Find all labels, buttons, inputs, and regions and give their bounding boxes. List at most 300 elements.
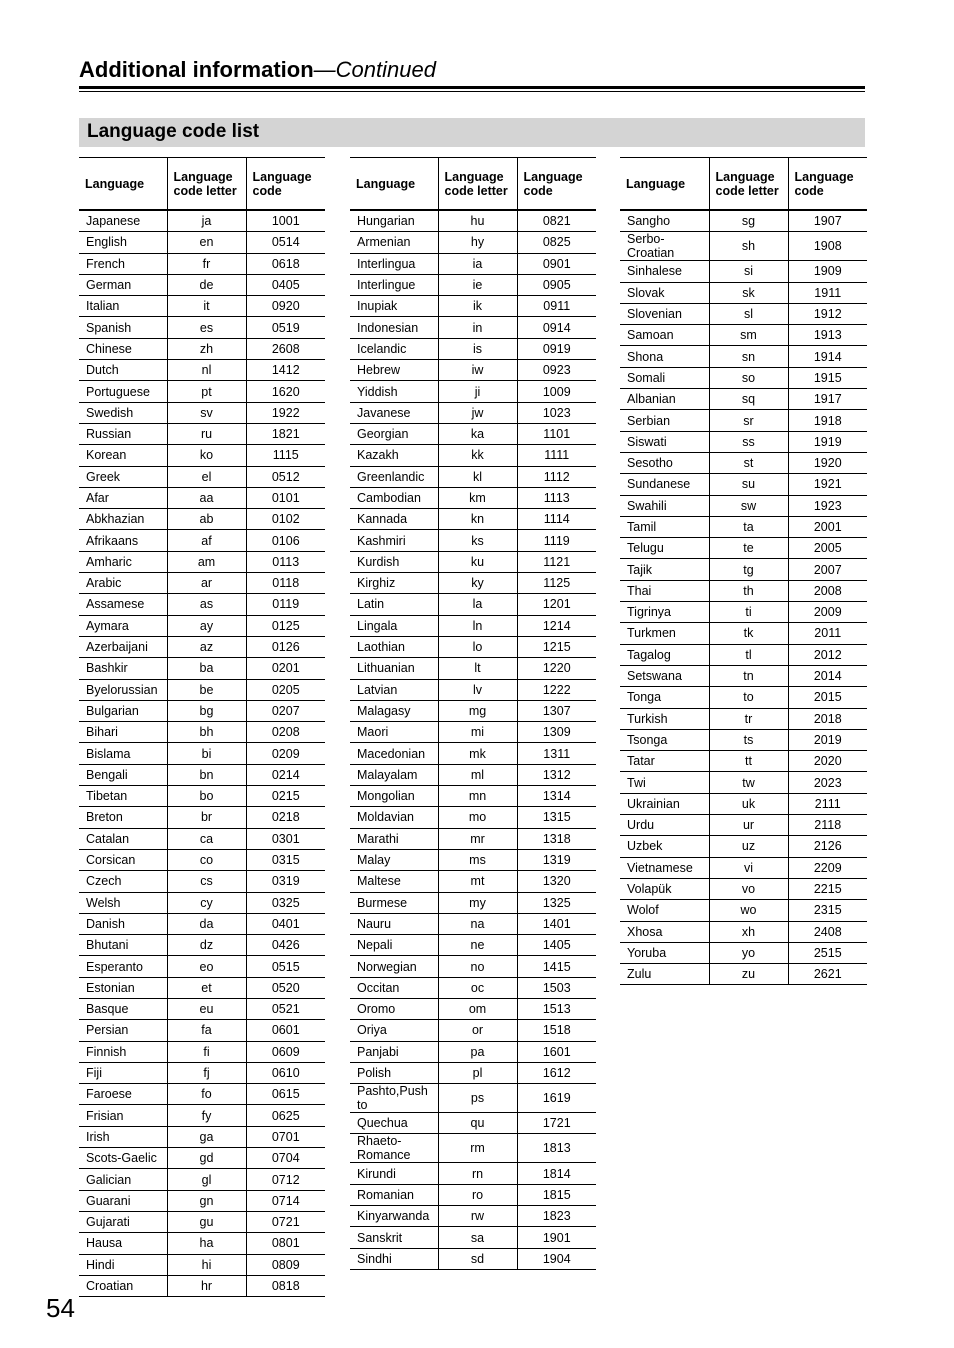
table-row xyxy=(350,849,596,870)
table-row xyxy=(79,871,325,892)
code-letter-cell: bn xyxy=(167,764,246,785)
code-letter-cell: sw xyxy=(709,495,788,516)
language-cell: Yiddish xyxy=(350,381,438,402)
code-cell: 0601 xyxy=(246,1020,325,1041)
code-cell: 1114 xyxy=(517,509,596,530)
code-cell: 1922 xyxy=(246,402,325,423)
language-cell: Kashmiri xyxy=(350,530,438,551)
table-row xyxy=(350,210,596,232)
table-row xyxy=(79,764,325,785)
table-row xyxy=(79,892,325,913)
code-letter-cell: ji xyxy=(438,381,517,402)
code-letter-cell: jw xyxy=(438,402,517,423)
language-cell: Tamil xyxy=(620,516,709,537)
code-cell: 0609 xyxy=(246,1041,325,1062)
table-row xyxy=(620,282,867,303)
code-letter-cell: ku xyxy=(438,551,517,572)
code-letter-cell: my xyxy=(438,892,517,913)
header-code-letter: Language code letter xyxy=(438,158,517,211)
code-cell: 0920 xyxy=(246,296,325,317)
table-row xyxy=(79,636,325,657)
code-letter-cell: bi xyxy=(167,743,246,764)
code-cell: 0215 xyxy=(246,786,325,807)
language-cell: Swahili xyxy=(620,495,709,516)
language-cell: Malay xyxy=(350,849,438,870)
code-cell: 0818 xyxy=(246,1275,325,1296)
code-cell: 0207 xyxy=(246,700,325,721)
code-letter-cell: ja xyxy=(167,210,246,232)
language-cell: Corsican xyxy=(79,849,167,870)
code-cell: 0911 xyxy=(517,296,596,317)
code-letter-cell: lv xyxy=(438,679,517,700)
language-cell: Interlingue xyxy=(350,274,438,295)
table-row xyxy=(79,210,325,232)
table-body xyxy=(350,210,596,1269)
language-cell: Yoruba xyxy=(620,942,709,963)
table-row xyxy=(350,764,596,785)
code-cell: 1503 xyxy=(517,977,596,998)
language-cell: Telugu xyxy=(620,538,709,559)
language-cell: Mongolian xyxy=(350,786,438,807)
code-letter-cell: ur xyxy=(709,815,788,836)
language-cell: Tigrinya xyxy=(620,602,709,623)
language-cell: Tagalog xyxy=(620,644,709,665)
table-row xyxy=(79,1105,325,1126)
table-header-row xyxy=(350,158,596,211)
section-heading-bar xyxy=(79,118,865,147)
code-cell: 0821 xyxy=(517,210,596,232)
table-row xyxy=(79,1020,325,1041)
code-letter-cell: co xyxy=(167,849,246,870)
code-cell: 1101 xyxy=(517,423,596,444)
language-cell: Volapük xyxy=(620,878,709,899)
header-code: Language code xyxy=(246,158,325,211)
code-cell: 0519 xyxy=(246,317,325,338)
table-row xyxy=(350,360,596,381)
table-row xyxy=(79,807,325,828)
code-cell: 0426 xyxy=(246,935,325,956)
table-row xyxy=(350,530,596,551)
language-cell: Estonian xyxy=(79,977,167,998)
language-cell: Bihari xyxy=(79,722,167,743)
table-row xyxy=(350,274,596,295)
language-cell: Fiji xyxy=(79,1062,167,1083)
language-cell: Shona xyxy=(620,346,709,367)
language-cell: Bhutani xyxy=(79,935,167,956)
code-cell: 1513 xyxy=(517,998,596,1019)
code-cell: 1113 xyxy=(517,487,596,508)
language-cell: Irish xyxy=(79,1126,167,1147)
code-letter-cell: ie xyxy=(438,274,517,295)
language-cell: Icelandic xyxy=(350,338,438,359)
language-cell: Tibetan xyxy=(79,786,167,807)
table-row xyxy=(620,942,867,963)
language-cell: Chinese xyxy=(79,338,167,359)
language-cell: Macedonian xyxy=(350,743,438,764)
code-letter-cell: mo xyxy=(438,807,517,828)
language-cell: Sangho xyxy=(620,210,709,232)
code-letter-cell: qu xyxy=(438,1113,517,1134)
code-cell: 1201 xyxy=(517,594,596,615)
table-row xyxy=(620,367,867,388)
table-row xyxy=(620,495,867,516)
header-language: Language xyxy=(79,158,167,211)
table-row xyxy=(79,338,325,359)
header-language: Language xyxy=(350,158,438,211)
language-cell: Turkmen xyxy=(620,623,709,644)
code-letter-cell: mi xyxy=(438,722,517,743)
language-cell: Oriya xyxy=(350,1020,438,1041)
language-cell: Dutch xyxy=(79,360,167,381)
table-row xyxy=(620,751,867,772)
code-letter-cell: be xyxy=(167,679,246,700)
code-cell: 1919 xyxy=(788,431,867,452)
code-letter-cell: ik xyxy=(438,296,517,317)
code-letter-cell: ta xyxy=(709,516,788,537)
language-cell: Armenian xyxy=(350,232,438,253)
table-row xyxy=(350,487,596,508)
code-letter-cell: zu xyxy=(709,964,788,985)
language-cell: Norwegian xyxy=(350,956,438,977)
language-cell: Zulu xyxy=(620,964,709,985)
table-row xyxy=(79,381,325,402)
code-cell: 1311 xyxy=(517,743,596,764)
language-table-2 xyxy=(350,157,596,1270)
code-cell: 2126 xyxy=(788,836,867,857)
language-cell: Sundanese xyxy=(620,474,709,495)
code-letter-cell: sl xyxy=(709,303,788,324)
page-title-main: Additional information xyxy=(79,57,314,82)
code-letter-cell: mn xyxy=(438,786,517,807)
page-title-continued: —Continued xyxy=(313,57,436,82)
code-letter-cell: wo xyxy=(709,900,788,921)
language-cell: Moldavian xyxy=(350,807,438,828)
table-row xyxy=(79,849,325,870)
table-row xyxy=(620,232,867,261)
code-letter-cell: sq xyxy=(709,389,788,410)
code-cell: 1908 xyxy=(788,232,867,261)
code-letter-cell: gu xyxy=(167,1211,246,1232)
code-cell: 0521 xyxy=(246,998,325,1019)
code-cell: 0325 xyxy=(246,892,325,913)
code-cell: 0825 xyxy=(517,232,596,253)
language-cell: Tatar xyxy=(620,751,709,772)
code-cell: 1904 xyxy=(517,1248,596,1269)
language-cell: Cambodian xyxy=(350,487,438,508)
table-row xyxy=(79,423,325,444)
table-row xyxy=(620,793,867,814)
language-cell: Kurdish xyxy=(350,551,438,572)
code-letter-cell: fa xyxy=(167,1020,246,1041)
code-cell: 0209 xyxy=(246,743,325,764)
language-cell: Faroese xyxy=(79,1084,167,1105)
table-row xyxy=(350,786,596,807)
code-cell: 2215 xyxy=(788,878,867,899)
table-row xyxy=(79,573,325,594)
code-letter-cell: ti xyxy=(709,602,788,623)
language-table-3 xyxy=(620,157,867,985)
header-code: Language code xyxy=(517,158,596,211)
language-cell: Abkhazian xyxy=(79,509,167,530)
table-row xyxy=(350,658,596,679)
table-row xyxy=(79,1275,325,1296)
table-row xyxy=(350,913,596,934)
code-letter-cell: ar xyxy=(167,573,246,594)
code-letter-cell: uk xyxy=(709,793,788,814)
table-row xyxy=(350,317,596,338)
table-row xyxy=(620,210,867,232)
language-cell: Oromo xyxy=(350,998,438,1019)
language-cell: Thai xyxy=(620,580,709,601)
code-cell: 1214 xyxy=(517,615,596,636)
code-letter-cell: nl xyxy=(167,360,246,381)
table-row xyxy=(350,423,596,444)
code-letter-cell: et xyxy=(167,977,246,998)
code-letter-cell: na xyxy=(438,913,517,934)
code-cell: 1813 xyxy=(517,1134,596,1163)
code-letter-cell: xh xyxy=(709,921,788,942)
language-cell: Wolof xyxy=(620,900,709,921)
table-row xyxy=(79,828,325,849)
code-cell: 0514 xyxy=(246,232,325,253)
code-letter-cell: hr xyxy=(167,1275,246,1296)
code-cell: 1009 xyxy=(517,381,596,402)
language-cell: Assamese xyxy=(79,594,167,615)
code-cell: 2019 xyxy=(788,729,867,750)
code-cell: 0701 xyxy=(246,1126,325,1147)
code-letter-cell: ne xyxy=(438,935,517,956)
language-cell: Laothian xyxy=(350,636,438,657)
table-row xyxy=(79,615,325,636)
header-code-letter: Language code letter xyxy=(167,158,246,211)
language-cell: Albanian xyxy=(620,389,709,410)
code-letter-cell: bh xyxy=(167,722,246,743)
table-body xyxy=(620,210,867,985)
code-letter-cell: bg xyxy=(167,700,246,721)
language-cell: Bislama xyxy=(79,743,167,764)
language-cell: Guarani xyxy=(79,1190,167,1211)
table-row xyxy=(620,623,867,644)
code-cell: 2011 xyxy=(788,623,867,644)
table-row xyxy=(350,509,596,530)
code-cell: 1923 xyxy=(788,495,867,516)
code-letter-cell: da xyxy=(167,913,246,934)
table-row xyxy=(350,1062,596,1083)
language-cell: Welsh xyxy=(79,892,167,913)
code-cell: 1001 xyxy=(246,210,325,232)
table-row xyxy=(79,232,325,253)
header-code-letter: Language code letter xyxy=(709,158,788,211)
language-cell: French xyxy=(79,253,167,274)
code-letter-cell: vi xyxy=(709,857,788,878)
language-cell: Sinhalese xyxy=(620,261,709,282)
table-row xyxy=(350,1041,596,1062)
code-cell: 0201 xyxy=(246,658,325,679)
code-letter-cell: rn xyxy=(438,1163,517,1184)
code-letter-cell: cy xyxy=(167,892,246,913)
table-row xyxy=(79,956,325,977)
table-row xyxy=(79,530,325,551)
language-cell: Polish xyxy=(350,1062,438,1083)
table-row xyxy=(79,594,325,615)
code-letter-cell: uz xyxy=(709,836,788,857)
code-letter-cell: mt xyxy=(438,871,517,892)
language-cell: Hebrew xyxy=(350,360,438,381)
language-table-1 xyxy=(79,157,325,1297)
code-letter-cell: gn xyxy=(167,1190,246,1211)
table-row xyxy=(79,509,325,530)
language-cell: Latvian xyxy=(350,679,438,700)
code-cell: 2111 xyxy=(788,793,867,814)
code-letter-cell: sr xyxy=(709,410,788,431)
language-cell: Georgian xyxy=(350,423,438,444)
language-cell: English xyxy=(79,232,167,253)
language-cell: Sindhi xyxy=(350,1248,438,1269)
language-cell: Malagasy xyxy=(350,700,438,721)
code-letter-cell: pl xyxy=(438,1062,517,1083)
language-cell: Hindi xyxy=(79,1254,167,1275)
code-cell: 1815 xyxy=(517,1184,596,1205)
code-letter-cell: iw xyxy=(438,360,517,381)
language-cell: Panjabi xyxy=(350,1041,438,1062)
table-row xyxy=(350,722,596,743)
code-letter-cell: ro xyxy=(438,1184,517,1205)
code-cell: 2315 xyxy=(788,900,867,921)
code-letter-cell: om xyxy=(438,998,517,1019)
code-letter-cell: eu xyxy=(167,998,246,1019)
language-cell: Galician xyxy=(79,1169,167,1190)
table-row xyxy=(620,644,867,665)
table-row xyxy=(79,1041,325,1062)
language-cell: Marathi xyxy=(350,828,438,849)
language-cell: Kinyarwanda xyxy=(350,1206,438,1227)
language-cell: Breton xyxy=(79,807,167,828)
table-row xyxy=(350,977,596,998)
code-cell: 2515 xyxy=(788,942,867,963)
code-cell: 0923 xyxy=(517,360,596,381)
code-cell: 0712 xyxy=(246,1169,325,1190)
language-cell: Nauru xyxy=(350,913,438,934)
table-row xyxy=(350,1020,596,1041)
language-cell: Scots-Gaelic xyxy=(79,1148,167,1169)
code-cell: 1312 xyxy=(517,764,596,785)
language-cell: Basque xyxy=(79,998,167,1019)
language-cell: Bashkir xyxy=(79,658,167,679)
code-letter-cell: tt xyxy=(709,751,788,772)
language-cell: Finnish xyxy=(79,1041,167,1062)
table-row xyxy=(350,679,596,700)
code-cell: 1215 xyxy=(517,636,596,657)
code-cell: 0721 xyxy=(246,1211,325,1232)
code-cell: 0401 xyxy=(246,913,325,934)
code-cell: 1920 xyxy=(788,452,867,473)
language-cell: Japanese xyxy=(79,210,167,232)
language-cell: Latin xyxy=(350,594,438,615)
table-row xyxy=(79,296,325,317)
title-rule-thick xyxy=(79,86,865,89)
code-cell: 1814 xyxy=(517,1163,596,1184)
language-cell: Slovak xyxy=(620,282,709,303)
language-cell: Sanskrit xyxy=(350,1227,438,1248)
code-cell: 0905 xyxy=(517,274,596,295)
code-cell: 1119 xyxy=(517,530,596,551)
language-cell: Kazakh xyxy=(350,445,438,466)
code-letter-cell: aa xyxy=(167,487,246,508)
code-cell: 0118 xyxy=(246,573,325,594)
language-cell: Greek xyxy=(79,466,167,487)
table-row xyxy=(79,551,325,572)
language-cell: Hausa xyxy=(79,1233,167,1254)
language-cell: Ukrainian xyxy=(620,793,709,814)
table-row xyxy=(79,1211,325,1232)
code-cell: 0405 xyxy=(246,274,325,295)
table-row xyxy=(79,402,325,423)
table-row xyxy=(350,1113,596,1134)
table-row xyxy=(350,807,596,828)
table-row xyxy=(620,559,867,580)
language-cell: Serbo-Croatian xyxy=(620,232,709,261)
code-letter-cell: sv xyxy=(167,402,246,423)
code-cell: 1401 xyxy=(517,913,596,934)
language-cell: Swedish xyxy=(79,402,167,423)
code-letter-cell: fy xyxy=(167,1105,246,1126)
table-row xyxy=(79,977,325,998)
language-cell: Vietnamese xyxy=(620,857,709,878)
language-cell: Serbian xyxy=(620,410,709,431)
table-body xyxy=(79,210,325,1297)
table-row xyxy=(79,1062,325,1083)
language-cell: Occitan xyxy=(350,977,438,998)
code-letter-cell: rm xyxy=(438,1134,517,1163)
table-row xyxy=(620,261,867,282)
code-letter-cell: mg xyxy=(438,700,517,721)
code-cell: 1612 xyxy=(517,1062,596,1083)
code-cell: 0625 xyxy=(246,1105,325,1126)
table-row xyxy=(620,836,867,857)
table-row xyxy=(350,253,596,274)
code-letter-cell: sg xyxy=(709,210,788,232)
code-letter-cell: ss xyxy=(709,431,788,452)
code-letter-cell: ga xyxy=(167,1126,246,1147)
table-row xyxy=(350,551,596,572)
code-cell: 0520 xyxy=(246,977,325,998)
table-row xyxy=(350,296,596,317)
code-cell: 1821 xyxy=(246,423,325,444)
language-cell: Indonesian xyxy=(350,317,438,338)
code-cell: 1619 xyxy=(517,1084,596,1113)
code-cell: 1325 xyxy=(517,892,596,913)
table-row xyxy=(350,1163,596,1184)
code-cell: 0704 xyxy=(246,1148,325,1169)
code-cell: 2015 xyxy=(788,687,867,708)
code-letter-cell: sd xyxy=(438,1248,517,1269)
page-title xyxy=(79,57,436,83)
table-row xyxy=(79,317,325,338)
code-letter-cell: ml xyxy=(438,764,517,785)
code-cell: 0106 xyxy=(246,530,325,551)
code-letter-cell: lt xyxy=(438,658,517,679)
table-row xyxy=(620,921,867,942)
code-letter-cell: sn xyxy=(709,346,788,367)
table-header-row xyxy=(79,158,325,211)
code-letter-cell: tr xyxy=(709,708,788,729)
table-row xyxy=(79,1169,325,1190)
code-letter-cell: tn xyxy=(709,665,788,686)
code-letter-cell: ln xyxy=(438,615,517,636)
language-cell: Lingala xyxy=(350,615,438,636)
code-cell: 1121 xyxy=(517,551,596,572)
table-row xyxy=(620,815,867,836)
